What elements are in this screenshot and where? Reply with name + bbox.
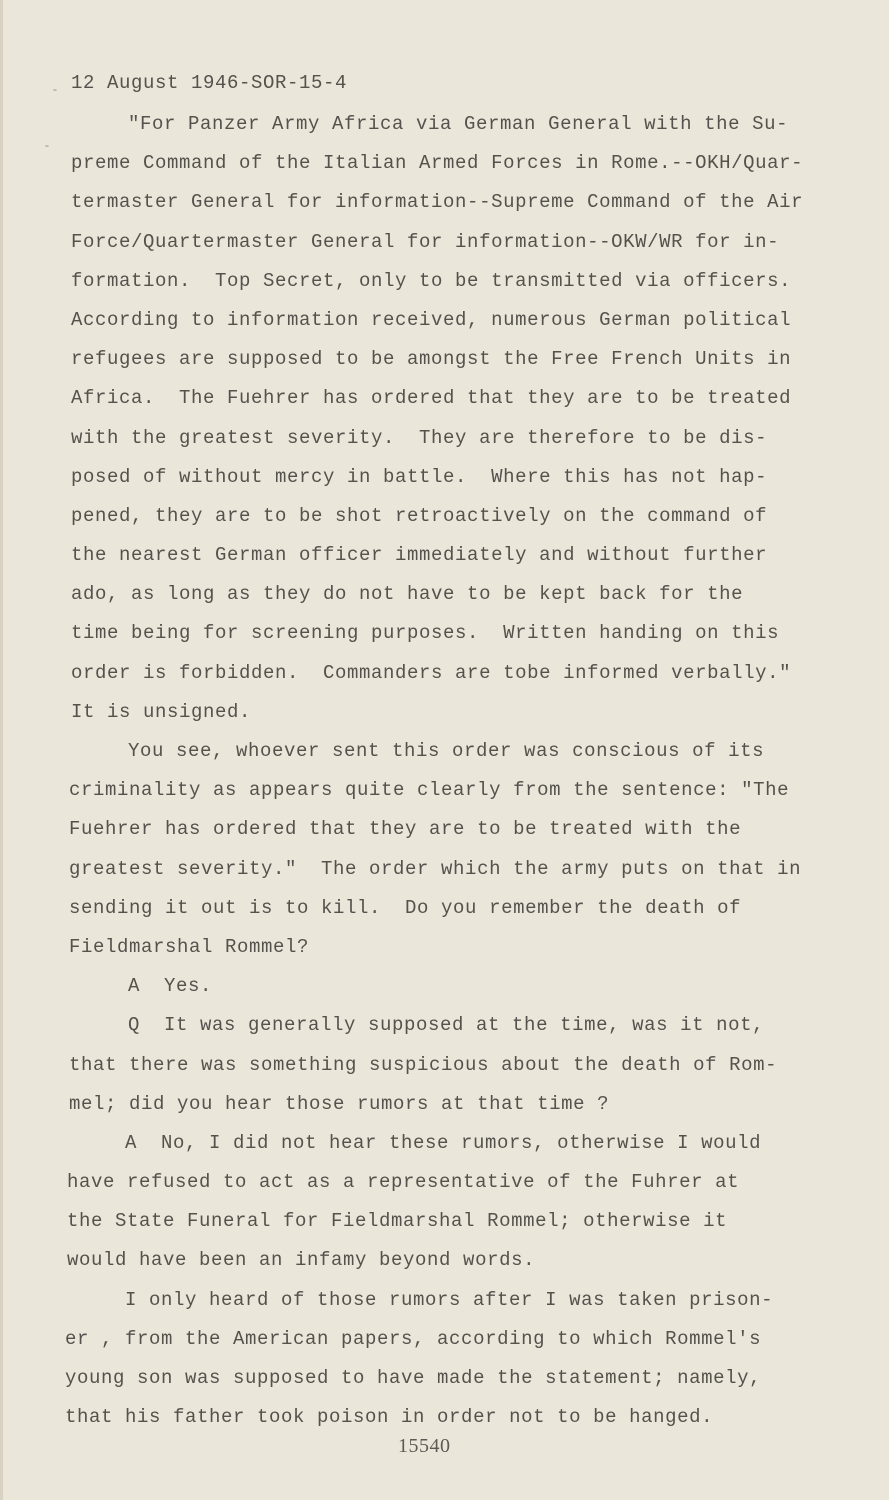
- text-line: the State Funeral for Fieldmarshal Rommel; otherwise it: [67, 1210, 728, 1233]
- text-line: It is unsigned.: [71, 700, 252, 723]
- margin-mark: -: [45, 138, 49, 152]
- text-line: According to information received, numerous German political: [71, 308, 792, 331]
- text-line: You see, whoever sent this order was conscious of its: [128, 740, 765, 762]
- text-line: Fieldmarshal Rommel?: [69, 935, 310, 958]
- text-line: termaster General for information--Supreme Command of the Air: [71, 191, 804, 214]
- text-line: A No, I did not hear these rumors, otherwise I would: [125, 1131, 762, 1154]
- text-line: A Yes.: [128, 975, 213, 998]
- text-line: Q It was generally supposed at the time, was it not,: [128, 1014, 765, 1037]
- document-date-header: 12 August 1946-SOR-15-4: [71, 72, 348, 94]
- text-line: Africa. The Fuehrer has ordered that they are to be treated: [71, 387, 792, 410]
- text-line: pened, they are to be shot retroactively on the command of: [71, 504, 768, 527]
- text-line: that his father took poison in order not to be hanged.: [65, 1406, 714, 1429]
- text-line: Force/Quartermaster General for information--OKW/WR for in-: [71, 230, 780, 253]
- text-line: refugees are supposed to be amongst the Free French Units in: [71, 348, 792, 371]
- text-line: "For Panzer Army Africa via German General with the Su-: [128, 113, 789, 135]
- text-line: posed of without mercy in battle. Where this has not hap-: [71, 465, 768, 488]
- margin-mark: -: [53, 82, 57, 96]
- document-body: [3, 105, 889, 1437]
- text-line: formation. Top Secret, only to be transmitted via officers.: [71, 269, 792, 292]
- text-line: preme Command of the Italian Armed Forces in Rome.--OKH/Quar-: [71, 152, 804, 175]
- text-line: order is forbidden. Commanders are tobe informed verbally.": [71, 661, 792, 684]
- text-line: the nearest German officer immediately and without further: [71, 544, 768, 567]
- text-line: time being for screening purposes. Written handing on this: [71, 622, 780, 645]
- text-line: would have been an infamy beyond words.: [67, 1249, 536, 1272]
- text-line: criminality as appears quite clearly from the sentence: "The: [69, 779, 790, 802]
- text-line: er , from the American papers, according to which Rommel's: [65, 1327, 762, 1350]
- text-line: young son was supposed to have made the statement; namely,: [65, 1367, 762, 1389]
- text-line: that there was something suspicious about the death of Rom-: [69, 1053, 778, 1076]
- text-line: I only heard of those rumors after I was taken prison-: [125, 1288, 774, 1311]
- text-line: Fuehrer has ordered that they are to be treated with the: [69, 818, 742, 841]
- text-line: mel; did you hear those rumors at that time ?: [69, 1092, 610, 1115]
- page-number: 15540: [398, 1435, 451, 1457]
- text-line: with the greatest severity. They are therefore to be dis-: [71, 426, 768, 449]
- text-line: ado, as long as they do not have to be kept back for the: [71, 583, 744, 606]
- text-line: have refused to act as a representative of the Fuhrer at: [67, 1171, 740, 1194]
- text-line: sending it out is to kill. Do you remember the death of: [69, 896, 742, 919]
- text-line: greatest severity." The order which the army puts on that in: [69, 857, 802, 880]
